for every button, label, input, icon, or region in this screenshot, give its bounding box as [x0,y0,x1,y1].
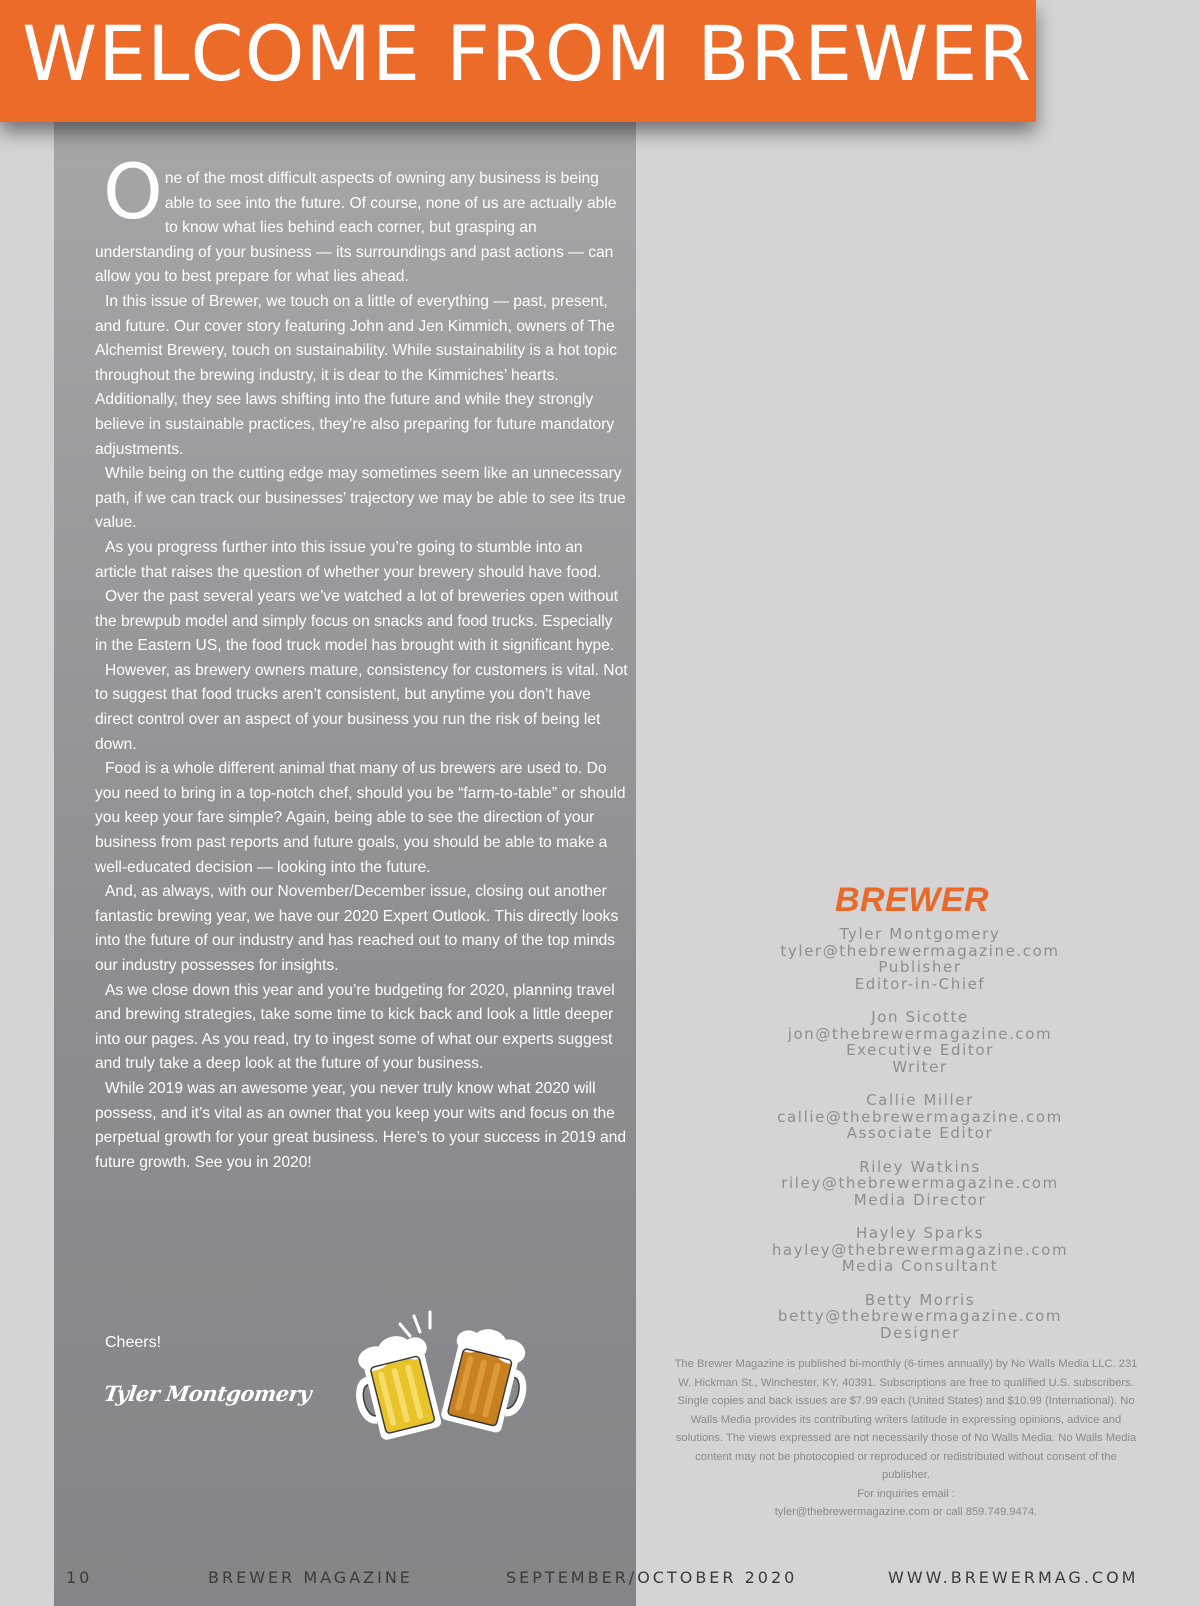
staff-list [760,926,1080,1341]
staff-name: Jon Sicotte [871,1008,969,1026]
staff-role: Executive Editor [846,1041,994,1059]
staff-email[interactable]: jon@thebrewermagazine.com [787,1024,1053,1043]
staff-name: Betty Morris [864,1290,976,1309]
staff-entry [760,1159,1080,1209]
staff-name: Hayley Sparks [855,1224,985,1242]
staff-role: Designer [880,1323,960,1342]
staff-name: Tyler Montgomery [839,925,1001,943]
page-number: 10 [66,1568,93,1587]
article-paragraph: As you progress further into this issue you’re going to stumble into an article that raises the question of whether your brewery should have food. [95,538,602,581]
staff-entry [760,1092,1080,1142]
staff-email[interactable]: hayley@thebrewermagazine.com [771,1240,1069,1259]
article-paragraph: While being on the cutting edge may sometimes seem like an unnecessary path, if we can track our businesses’ trajectory we may be able to see its true value. [95,465,626,532]
article-paragraph: However, as brewery owners mature, consistency for customers is vital. Not to suggest that food trucks aren’t consistent, but anytime you don’t have direct control over an aspect of your business you run the risk of being let down. [95,661,628,753]
staff-name: Riley Watkins [859,1157,981,1176]
signoff: Cheers! [105,1334,162,1351]
article-paragraph: In this issue of Brewer, we touch on a little of everything — past, present, and future. Our cover story featuring John and Jen Kimmich, owners of The Alchemist Brewery, touch on sustainability. While sustainability is a hot topic throughout the brewing industry, it is dear to the Kimmiches’ hearts. Additionally, they see laws shifting into the future and while they strongly believe in sustainable practices, they’re also preparing for future mandatory adjustments. [95,292,618,458]
staff-email[interactable]: callie@thebrewermagazine.com [777,1107,1063,1126]
inquiries-contact: tyler@thebrewermagazine.com or call 859.749.9474. [774,1506,1038,1518]
article-paragraph [95,147,628,290]
staff-email[interactable]: betty@thebrewermagazine.com [777,1307,1063,1325]
staff-entry [760,1225,1080,1275]
staff-entry [760,926,1080,992]
header-banner [0,0,1036,122]
publication-fineprint [672,1355,1140,1522]
first-paragraph-text: ne of the most difficult aspects of owning any business is being able to see into the future. Of course, none of us are actually able to know what lies behind each corner, but grasping an understanding of your business — its surroundings and past actions — can allow you to best prepare for what lies ahead. [95,170,617,286]
fineprint-text: The Brewer Magazine is published bi-monthly (6-times annually) by No Walls Media LLC. 231 W. Hickman St., Winchester, KY. 40391. Subscriptions are free to qualified U.S. subscribers. Single copies and back issues are $7.99 each (United States) and $10.99 (International). No Walls Media provides its contributing writers latitude in expressing opinions, advice and solutions. The views expressed are not necessarily those of No Walls Media. No Walls Media content may not be photocopied or reproduced or redistributed without consent of the publisher. [674,1358,1138,1481]
masthead [760,880,1080,1358]
staff-role: Media Director [853,1190,987,1209]
beer-mugs-toast-icon [354,1310,534,1450]
article-paragraph: And, as always, with our November/December issue, closing out another fantastic brewing year, we have our 2020 Expert Outlook. This directly looks into the future of our industry and has reached out to many of the top minds our industry possesses for insights. [95,883,619,974]
staff-role: Associate Editor [846,1124,994,1142]
staff-name: Callie Miller [866,1091,974,1109]
staff-role: Media Consultant [841,1257,999,1275]
article-paragraph: Over the past several years we’ve watched a lot of breweries open without the brewpub model and simply focus on snacks and food trucks. Especially in the Eastern US, the food truck model has brought with it significant hype. [95,588,619,655]
staff-role: Editor-in-Chief [854,974,986,993]
inquiries-label: For inquiries email : [857,1487,955,1500]
article-paragraph: While 2019 was an awesome year, you never truly know what 2020 will possess, and it’s vital as an owner that you keep your wits and focus on the perpetual growth for your great business. Here’s to your success in 2019 and future growth. See you in 2020! [95,1079,627,1171]
footer-publication: BREWER MAGAZINE [208,1568,413,1587]
staff-entry [760,1292,1080,1342]
footer-issue: SEPTEMBER/OCTOBER 2020 [506,1568,798,1587]
signature: Tyler Montgomery [102,1381,313,1406]
page-title: WELCOME FROM BREWER [22,9,1033,98]
article-paragraph: As we close down this year and you’re budgeting for 2020, planning travel and brewing strategies, take some time to kick back and look a little deeper into our pages. As you read, try to ingest some of what our experts suggest and truly take a deep look at the future of your business. [95,981,615,1073]
staff-entry [760,1009,1080,1075]
article-paragraphs [95,290,628,1175]
staff-email[interactable]: riley@thebrewermagazine.com [781,1174,1059,1192]
article-body [95,147,628,1175]
article-paragraph: Food is a whole different animal that many of us brewers are used to. Do you need to bring in a top-notch chef, should you be “farm-to-table” or should you keep your fare simple? Again, being able to see the direction of your business from past reports and future goals, you should be able to make a well-educated decision — looking into the future. [95,760,626,876]
staff-role: Writer [892,1057,948,1076]
brewer-logo: BREWER [834,881,990,919]
staff-role: Publisher [878,958,962,976]
drop-cap: O [103,147,163,236]
staff-email[interactable]: tyler@thebrewermagazine.com [780,941,1060,960]
footer-website[interactable]: WWW.BREWERMAG.COM [888,1568,1139,1587]
